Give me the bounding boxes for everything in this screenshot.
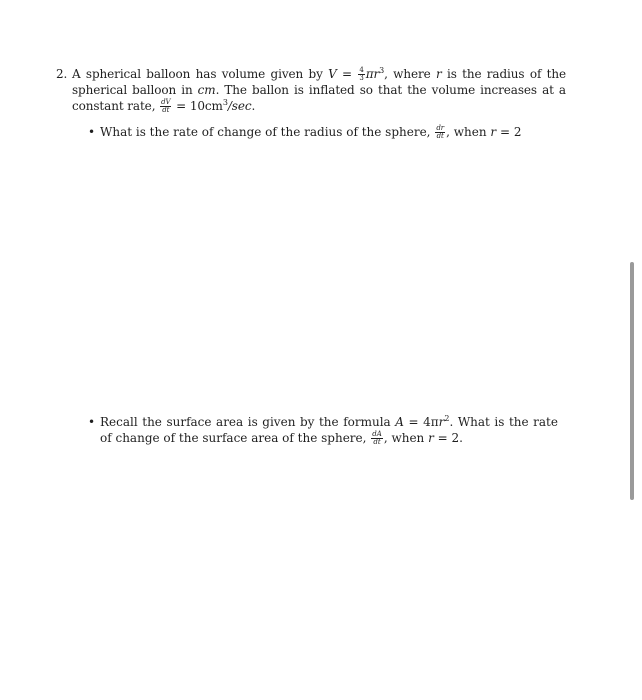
problem-text-part3: is the radius of the spherical balloon in	[72, 67, 566, 97]
unit-cm: cm	[197, 83, 216, 97]
bullet-question-radius-rate	[88, 124, 558, 140]
rate-fraction-den: dt	[162, 106, 170, 114]
variable-r: r	[435, 67, 442, 81]
area-formula-exponent: 2	[444, 414, 450, 423]
area-formula-var: r	[438, 415, 445, 429]
radius-value: = 2	[496, 125, 522, 139]
area-rate-num: dA	[372, 430, 382, 438]
problem-statement	[72, 66, 566, 114]
bullet-text-before: Recall the surface area is given by the formula	[100, 415, 396, 429]
bullet-text-after: , when	[383, 431, 429, 445]
problem-text-part1: A spherical balloon has volume given by	[72, 67, 329, 81]
rate-exponent: 3	[222, 98, 228, 107]
rate-unit: /sec	[227, 99, 252, 113]
variable-r: r	[490, 125, 497, 139]
problem-2	[56, 66, 566, 114]
problem-number: 2.	[56, 67, 68, 81]
rate-fraction-num: dV	[161, 98, 171, 106]
problem-text-part4: . The ballon is inflated so that the volume increases at a constant rate,	[72, 83, 566, 113]
volume-fraction-num: 4	[359, 66, 364, 74]
rate-end: .	[251, 99, 256, 113]
bullet-icon: •	[88, 415, 96, 429]
area-formula-mid: = 4π	[403, 415, 439, 429]
area-rate-den: dt	[373, 438, 381, 446]
bullet-text	[100, 124, 558, 140]
radius-rate-fraction	[435, 125, 445, 140]
radius-rate-den: dt	[436, 132, 444, 140]
vertical-scrollbar[interactable]	[630, 262, 634, 500]
bullet-text-before: What is the rate of change of the radius of the sphere,	[100, 125, 435, 139]
volume-fraction-den: 3	[359, 74, 364, 82]
bullet-text-after: , when	[446, 125, 491, 139]
bullet-icon: •	[88, 125, 96, 139]
rate-fraction	[160, 99, 171, 114]
bullet-text	[100, 414, 558, 446]
volume-formula-lhs: V =	[328, 67, 358, 81]
volume-formula-rhs: πr	[365, 67, 380, 81]
bullet-question-area-rate	[88, 414, 558, 446]
bullet-text-mid: . What is the rate of change of the surface area of the sphere,	[100, 415, 558, 445]
variable-r: r	[428, 431, 434, 445]
radius-rate-num: dr	[436, 124, 445, 132]
area-formula-lhs: A	[395, 415, 404, 429]
area-rate-fraction	[371, 431, 383, 446]
rate-value: = 10cm	[172, 99, 223, 113]
volume-fraction	[358, 67, 364, 82]
problem-text-part2: , where	[384, 67, 436, 81]
area-value: = 2.	[433, 431, 463, 445]
volume-exponent: 3	[379, 66, 385, 75]
